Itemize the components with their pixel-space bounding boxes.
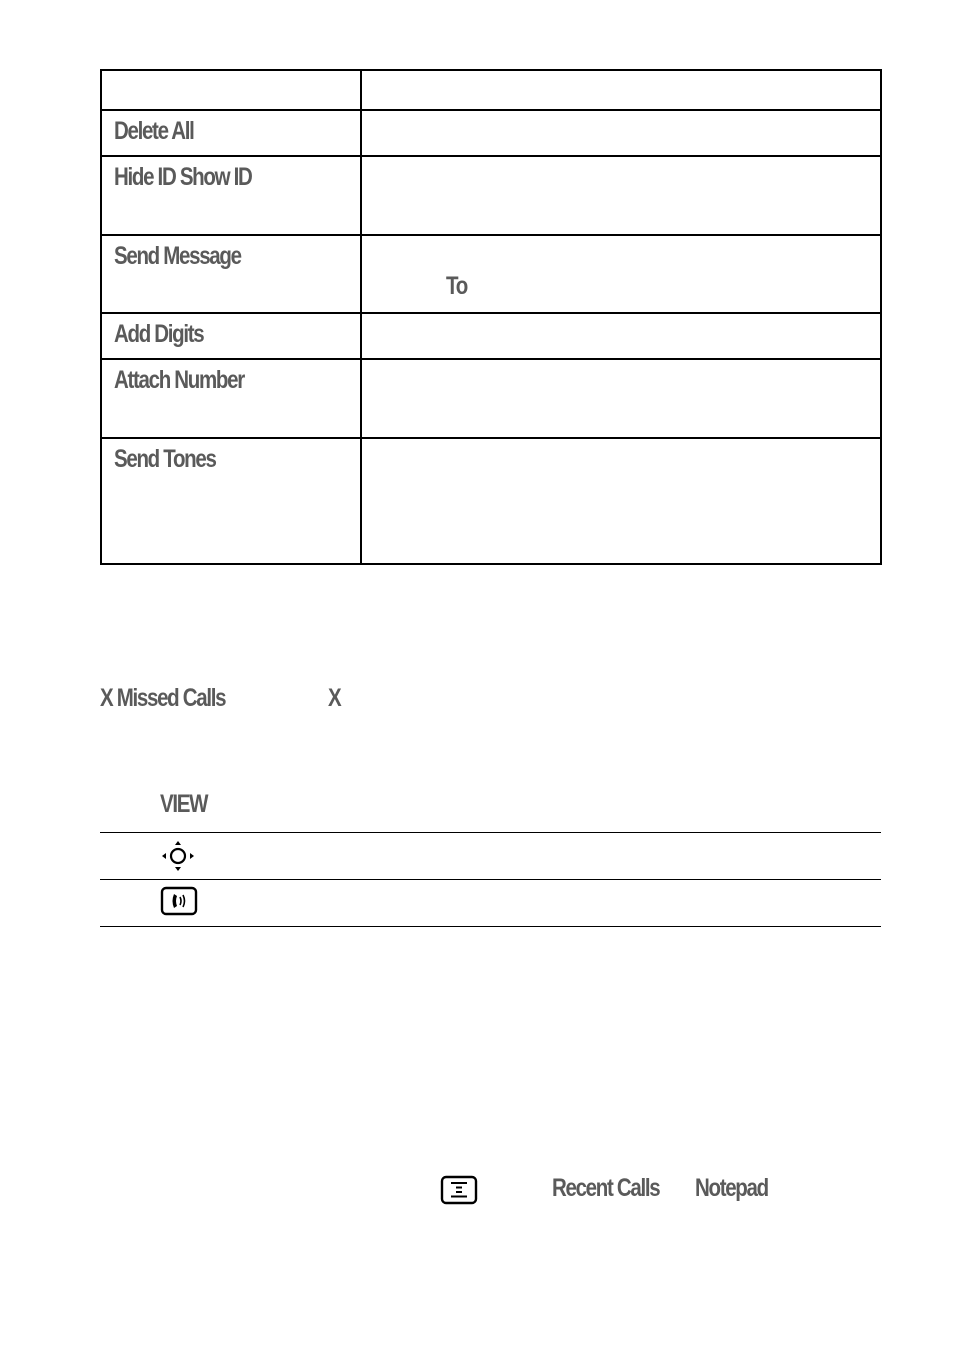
option-cell [101, 156, 361, 235]
description-cell [361, 438, 881, 564]
table-header-row [101, 70, 881, 110]
table-row [101, 156, 881, 235]
option-cell [101, 359, 361, 438]
options-table [100, 69, 882, 565]
option-send-tones: Send Tones [114, 445, 216, 473]
description-cell [361, 156, 881, 235]
table-row [101, 313, 881, 359]
menu-path [0, 1172, 954, 1212]
description-cell [361, 235, 881, 313]
table-row [101, 359, 881, 438]
to-label: To [446, 272, 467, 300]
option-add-digits: Add Digits [114, 320, 204, 348]
table-row [101, 438, 881, 564]
option-cell [101, 110, 361, 156]
table-row [101, 110, 881, 156]
view-softkey-label: VIEW [160, 790, 208, 818]
option-cell [101, 438, 361, 564]
action-row-send [100, 880, 881, 927]
action-row-navigate [100, 833, 881, 880]
description-cell [361, 359, 881, 438]
option-send-message: Send Message [114, 242, 241, 270]
action-row-view [100, 786, 881, 833]
option-delete-all: Delete All [114, 117, 194, 145]
option-cell [101, 313, 361, 359]
description-cell [361, 313, 881, 359]
missed-calls-x-marker: X [328, 684, 341, 712]
option-attach-number: Attach Number [114, 366, 244, 394]
action-list [100, 786, 881, 927]
table-row [101, 235, 881, 313]
menu-key-icon [440, 1175, 478, 1212]
missed-calls-label: X Missed Calls [100, 684, 226, 712]
option-cell [101, 235, 361, 313]
option-hide-show-id: Hide ID Show ID [114, 163, 252, 191]
notepad-label: Notepad [695, 1174, 768, 1202]
send-key-icon [160, 886, 198, 921]
recent-calls-label: Recent Calls [552, 1174, 660, 1202]
navigation-key-icon [160, 839, 196, 878]
header-cell-option [101, 70, 361, 110]
header-cell-description [361, 70, 881, 110]
description-cell [361, 110, 881, 156]
